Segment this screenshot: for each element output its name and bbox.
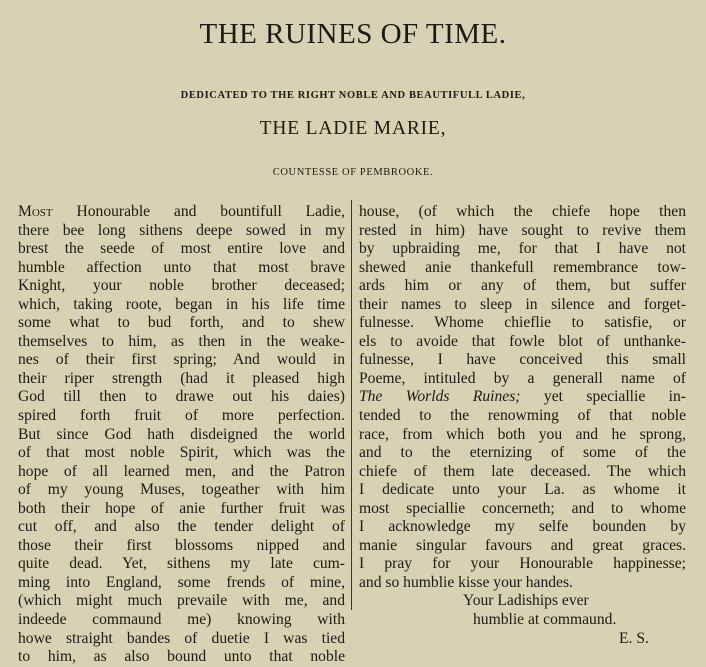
left-column-lines [18,222,345,667]
paragraph-line [359,388,686,407]
signature: E. S. [619,629,649,647]
opening-line-rest: Honourable and bountifull Ladie, [52,203,345,220]
paragraph-line: howe straight bandes of duetie I was tied [18,629,345,647]
paragraph-line: tended to the renowming of that noble [359,407,686,425]
paragraph-line: fulnesse. Whome chieflie to satisfie, or [359,314,686,332]
paragraph-line: both their hope of anie further fruit was [18,499,345,517]
page-title: THE RUINES OF TIME. [199,18,507,50]
paragraph-line: which, taking roote, began in his life time [18,295,345,313]
paragraph-line: themselves to him, as then in the weake- [18,332,345,350]
paragraph-line: indeede commaund me) knowing with [18,611,345,629]
paragraph-line: their names to sleep in silence and forget- [359,295,686,313]
paragraph-line: quite dead. Yet, sithens my late cum- [18,555,345,573]
poem-title-line-rest: yet speciallie in- [520,388,686,406]
poem-title: The Worlds Ruines; [359,388,521,406]
paragraph-line: there bee long sithens deepe sowed in my [18,221,345,239]
paragraph-line: spired forth fruit of more perfection. [18,407,345,425]
paragraph-line: Poeme, intituled by a generall name of [359,369,686,387]
paragraph-line: ards him or any of them, but suffer [359,277,686,295]
paragraph-line: I pray for your Honourable happinesse; [359,555,686,573]
paragraph-line: house, (of which the chiefe hope then [359,203,686,220]
paragraph-line: those their first blossoms nipped and [18,536,345,554]
paragraph-line: some what to bud forth, and to shew [18,314,345,332]
paragraph-line: race, from which both you and he sprong, [359,425,686,443]
paragraph-line: Knight, your noble brother deceased; [18,277,345,295]
paragraph-line: manie singular favours and great graces. [359,536,686,554]
paragraph-line: most speciallie concerneth; and to whome [359,499,686,517]
paragraph-line: humble affection unto that most brave [18,258,345,276]
dedication-line: DEDICATED TO THE RIGHT NOBLE AND BEAUTIFULL LADIE, [180,90,526,101]
paragraph-line: hope of all learned men, and the Patron [18,462,345,480]
paragraph-line: their riper strength (had it pleased high [18,369,345,387]
paragraph-line: But since God hath disdeigned the world [18,425,345,443]
right-column-lines [359,203,686,388]
paragraph-line: rested in him) have sought to revive them [359,221,686,239]
paragraph-line: I dedicate unto your La. as whome it [359,481,686,499]
paragraph-line: shewed anie thankefull remembrance tow- [359,258,686,276]
paragraph-line: (which might much prevaile with me, and [18,592,345,610]
dedicatee-title: COUNTESSE OF PEMBROOKE. [272,167,434,178]
paragraph-line: I acknowledge my selfe bounden by [359,518,686,536]
paragraph-line: nes of their first spring; And would in [18,351,345,369]
paragraph-line: of my young Muses, togeather with him [18,481,345,499]
paragraph-line: chiefe of them late deceased. The which [359,462,686,480]
right-column-lines [359,407,686,592]
paragraph-line: and to the eternizing of some of the [359,444,686,462]
column-divider [351,200,352,610]
closing-line: humblie at commaund. [473,611,617,629]
paragraph-line: God till then to drawe out his daies) [18,388,345,406]
paragraph-line: brest the seede of most entire love and [18,240,345,258]
opening-word: Most [18,203,53,220]
dedicatee-name: THE LADIE MARIE, [259,118,447,139]
paragraph-line [18,203,345,222]
left-column [18,203,345,667]
closing-line: Your Ladiships ever [463,592,589,610]
paragraph-line: cut off, and also the tender delight of [18,518,345,536]
right-column [359,203,686,648]
paragraph-line: els to avoide that fowle blot of unthanke- [359,332,686,350]
paragraph-line: by upbraiding me, for that I have not [359,240,686,258]
paragraph-line: fulnesse, I have conceived this small [359,351,686,369]
paragraph-line: to him, as also bound unto that noble [18,648,345,666]
paragraph-line: of that most noble Spirit, which was the [18,444,345,462]
paragraph-line: ming into England, some frends of mine, [18,573,345,591]
paragraph-line: and so humblie kisse your handes. [359,573,573,591]
